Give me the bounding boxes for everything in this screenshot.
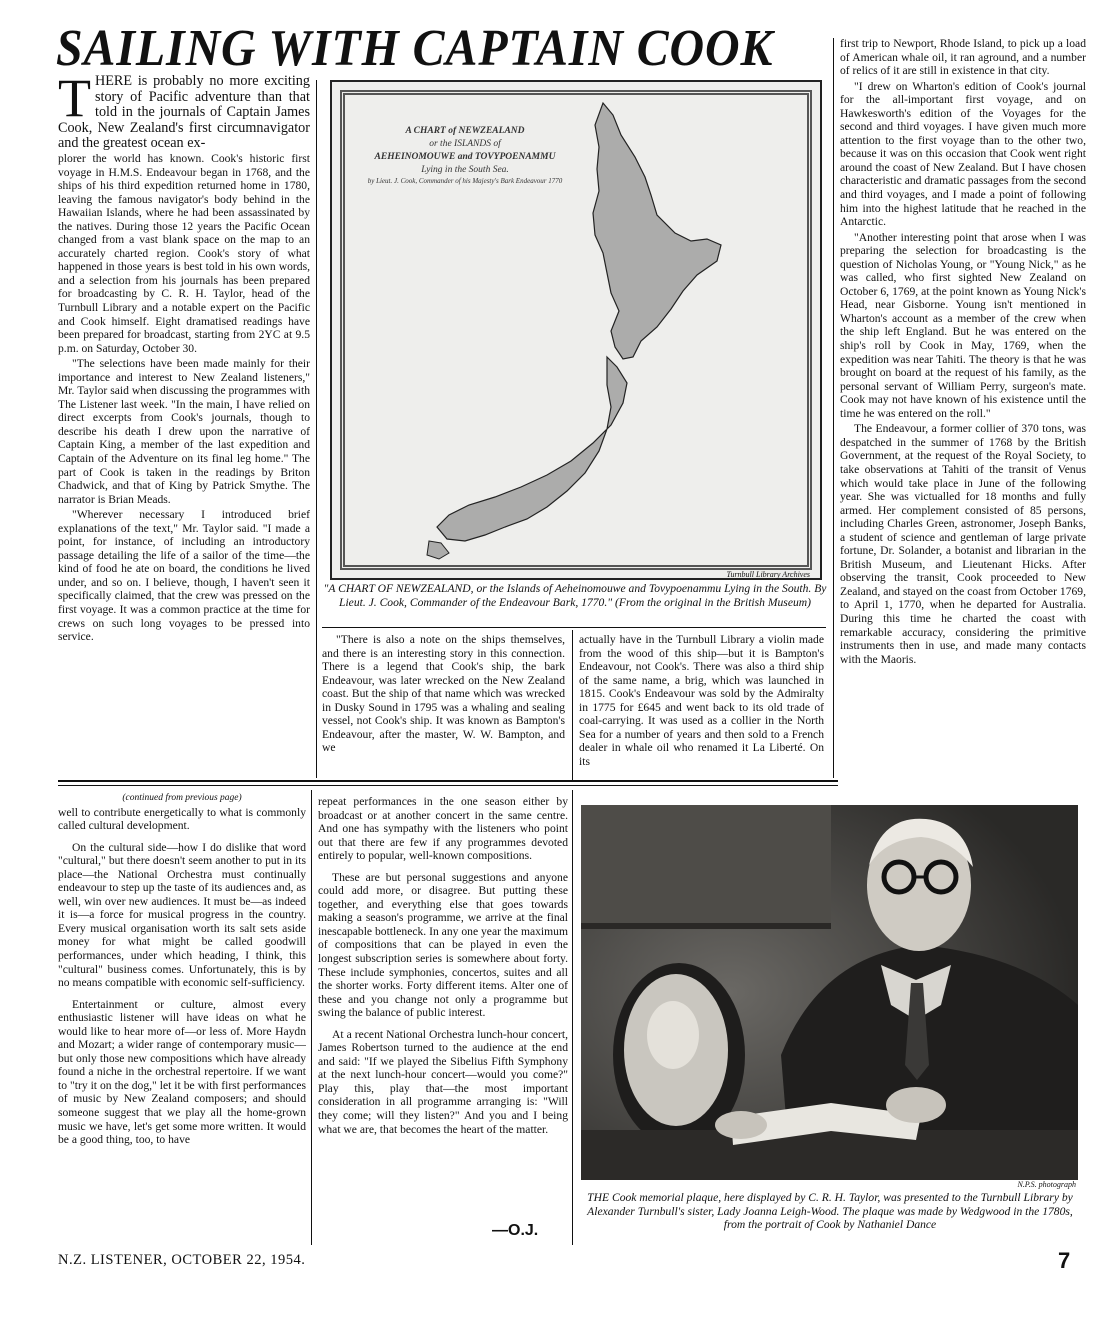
north-island-shape bbox=[593, 103, 721, 359]
map-title-line: Lying in the South Sea. bbox=[421, 165, 509, 175]
lead-text: HERE is probably no more exciting story of Pacific adventure than that told in the journals of Captain James Cook, New Zealand's first circumnavigator and the greatest ocean ex- bbox=[58, 74, 310, 152]
article-column-2 bbox=[322, 633, 565, 777]
section-divider bbox=[58, 785, 838, 786]
paragraph: These are but personal suggestions and anyone could add more, or disagree. But putting these together, and everything else that goes towards making a season's programme, we arrive at the final inescapable bottleneck. In any one year the maximum of compositions that can be played in even the longest subscription series is somewhere about forty. These include symphonies, concertos, suites and all the shorter works. Forty different items. Alter one of these and you change not only a programme but swing the balance of public interest. bbox=[318, 870, 568, 1020]
drop-cap: T bbox=[58, 74, 91, 128]
paragraph: "Wherever necessary I introduced brief explanations of the text," Mr. Taylor said. "I made a point, for instance, of including an introductory passage detailing the life of a sailor of the time—the kind of food he ate on board, the conditions he lived under, and so on. I believe, though, I haven't seen it specifically claimed, that the crew was pressed on the first voyage. It was a common practice at the time for crews on such long voyages to be pressed into service. bbox=[58, 508, 310, 644]
article-column-3 bbox=[579, 633, 824, 777]
paragraph: "There is also a note on the ships themselves, and there is an interesting story in this connection. There is a legend that Cook's ship, the bark Endeavour, was later wrecked on the New Zealand coast. But the ship of that name which was wrecked in Dusky Sound in 1795 was a whaling and sealing vessel, not Cook's ship. It was known as Bampton's Endeavour, after the master, W. W. Bampton, and we bbox=[322, 633, 565, 755]
map-credit: Turnbull Library Archives bbox=[726, 570, 810, 579]
stewart-island-shape bbox=[427, 541, 449, 559]
shelf-edge bbox=[581, 923, 831, 929]
editorial-column-1 bbox=[58, 792, 306, 1244]
section-divider bbox=[58, 780, 838, 782]
hand-left bbox=[715, 1111, 767, 1139]
map-caption: "A CHART OF NEWZEALAND, or the Islands of Aeheinomouwe and Tovypoenammu Lying in the South. By Lieut. J. Cook, Commander of the Endeavour Bark, 1770." (From the original in the British Museum) bbox=[323, 582, 827, 609]
column-rule bbox=[572, 790, 573, 1245]
hand-right bbox=[886, 1087, 946, 1123]
south-island-shape bbox=[437, 357, 627, 541]
new-zealand-coastline bbox=[345, 95, 807, 565]
article-title: SAILING WITH CAPTAIN COOK bbox=[56, 20, 774, 77]
map-border bbox=[340, 90, 812, 570]
editorial-column-2 bbox=[318, 795, 568, 1235]
continued-note: (continued from previous page) bbox=[122, 793, 242, 803]
map-title-line: by Lieut. J. Cook, Commander of his Majesty's Bark Endeavour 1770 bbox=[367, 177, 563, 185]
article-column-4 bbox=[840, 37, 1086, 789]
photo-credit: N.P.S. photograph bbox=[1017, 1180, 1076, 1189]
paragraph: first trip to Newport, Rhode Island, to pick up a load of American whale oil, it ran aground, and a number of relics of it are still in existence in that city. bbox=[840, 37, 1086, 78]
paragraph: plorer the world has known. Cook's historic first voyage in H.M.S. Endeavour began in 1768, and the ships of his third expedition returned home in 1780, leaving the famous navigator's body behind in the Hawaiian Islands, where he had been assassinated by the natives. During those 12 years the Pacific Ocean changed from a vast blank space on the map to an accurately charted region. Cook's story of what happened in those years is best told in his own words, and a selection from his journals has been prepared for broadcasting by C. R. H. Taylor, head of the Turnbull Library and a notable expert on the Pacific and Cook himself. Eight dramatised readings have been prepared for broadcast, starting from 2YC at 9.5 p.m. on Saturday, October 30. bbox=[58, 151, 310, 355]
paragraph: Entertainment or culture, almost every enthusiastic listener will have ideas on what he would like to hear more of—or less of. More Haydn and Mozart; a wider range of contemporary music—but only those new compositions which have already found a niche in the orchestral repertoire. If we want to "try it on the dog," let it be with first performances of music by New Zealand composers; and should someone suggest that we play all the home-grown music we have, let's get some more written. It would be a good thing, too, to have bbox=[58, 997, 306, 1147]
map-title-line: or the ISLANDS of bbox=[429, 139, 501, 149]
column-rule bbox=[833, 38, 834, 778]
article-column-1 bbox=[58, 74, 310, 776]
map-title-line: A CHART of NEWZEALAND bbox=[405, 126, 525, 136]
chart-of-new-zealand-image bbox=[330, 80, 822, 580]
publication-footer: N.Z. LISTENER, OCTOBER 22, 1954. bbox=[58, 1252, 306, 1268]
paragraph: "Another interesting point that arose when I was preparing the selection for broadcasting is the question of Nicholas Young, or "Young Nick," as he was called, who first sighted New Zealand on October 6, 1769, at the point known as Young Nick's Head, near Gisborne. Young isn't mentioned in Wharton's account as a member of the crew when the ship left England. But he was entered on the ship's roll by Cook in May, 1769, when the expedition was near Tahiti. The theory is that he was brought on board at the request of his family, as the personal servant of William Perry, surgeon's mate. Cook may not have known of his existence until the time he was entered on the roll." bbox=[840, 230, 1086, 420]
article-lead bbox=[58, 74, 310, 152]
map-title-line: AEHEINOMOUWE and TOVYPOENAMMU bbox=[374, 152, 556, 162]
paragraph: repeat performances in the one season either by broadcast or at another concert in the same centre. And one has sympathy with the listeners who point out that there are few if any programmes devoted entirely to popular, well-known compositions. bbox=[318, 795, 568, 863]
photo-caption: THE Cook memorial plaque, here displayed by C. R. H. Taylor, was presented to the Turnbull Library by Alexander Turnbull's sister, Lady Joanna Leigh-Wood. The plaque was made by Wedgwood in the 1780s, from the portrait of Cook by Nathaniel Dance bbox=[587, 1191, 1073, 1231]
horizontal-rule bbox=[322, 627, 826, 628]
paragraph: On the cultural side—how I do dislike that word "cultural," but there doesn't seem another to put in its place—the National Orchestra must continually endeavour to step up the taste of its audiences and, as well, win over new audiences. It must be—as indeed it is—a force for musical progress in the country. Every musical organisation worth its salt sets aside money for what might be called goodwill performances, under which heading, I think, this "cultural" business comes. Unfortunately, this is by no means compatible with economic self-sufficiency. bbox=[58, 840, 306, 990]
paragraph: actually have in the Turnbull Library a violin made from the wood of this ship—but it is Bampton's Endeavour, not Cook's. There was also a third ship of the same name, a brig, which was launched in 1815. Cook's Endeavour was sold by the Admiralty in 1775 for £645 and went back to its old trade of coal-carrying. It was used as a collier in the North Sea for a number of years and then sold to a French dealer in whale oil who renamed it La Liberté. On its bbox=[579, 633, 824, 768]
photo-illustration bbox=[581, 805, 1078, 1180]
column-rule bbox=[311, 790, 312, 1245]
paragraph: "I drew on Wharton's edition of Cook's journal for the all-important first voyage, and on Hawkesworth's edition of the Voyages for the second and third voyages. I have given much more attention to the first voyage than to the other two, because it was on this occasion that Cook went right around the coast of New Zealand. But I have chosen characteristic and dramatic passages from the second and third voyages, and I made a point of following him into the highest latitude that he reached in the Antarctic. bbox=[840, 79, 1086, 229]
column-rule bbox=[572, 630, 573, 780]
paragraph: "The selections have been made mainly for their importance and interest to New Zealand listeners," Mr. Taylor said when discussing the programmes with The Listener last week. "In the main, I have relied on direct excerpts from Cook's journals, though to describe his death I drew upon the narrative of Captain King, a member of the last expedition and Captain of the Adventure on its final leg home." The part of Cook is taken in the readings by Briton Chadwick, and that of King by Patrick Smythe. The narrator is Brian Meads. bbox=[58, 357, 310, 506]
page-number: 7 bbox=[1058, 1248, 1071, 1273]
editorial-signature: —O.J. bbox=[492, 1222, 539, 1239]
paragraph: At a recent National Orchestra lunch-hour concert, James Robertson turned to the audience at the end and said: "If we played the Sibelius Fifth Symphony at the next lunch-hour concert—would you come?" Play this, play that—the most important consideration in all programme arranging is: "Will they come; will they listen?" And you and I being what we are, that becomes the heart of the matter. bbox=[318, 1027, 568, 1136]
paragraph: well to contribute energetically to what is commonly called cultural development. bbox=[58, 805, 306, 833]
taylor-with-plaque-photo bbox=[581, 805, 1078, 1180]
bookshelf bbox=[581, 805, 831, 925]
table bbox=[581, 1130, 1078, 1180]
plaque-portrait bbox=[647, 1001, 699, 1069]
column-rule bbox=[316, 80, 317, 778]
paragraph: The Endeavour, a former collier of 370 tons, was despatched in the summer of 1768 by the British Government, at the request of the Royal Society, to take observations at Tahiti of the transit of Venus which would take place in June of the following year. She was victualled for 18 months and fully armed. Her complement consisted of 85 persons, including Charles Green, astronomer, Joseph Banks, a student of science and gentleman of large private fortune, Dr. Solander, a botanist and librarian in the British Museum, and Lieutenant Hicks. After observing the transit, Cook proceeded to New Zealand, and stayed on the coast from October 1769, to April 1, 1770, when he departed for Australia. During this time he charted the coast with remarkable accuracy, considering the primitive instruments then in use, and made many contacts with the Maoris. bbox=[840, 422, 1086, 666]
